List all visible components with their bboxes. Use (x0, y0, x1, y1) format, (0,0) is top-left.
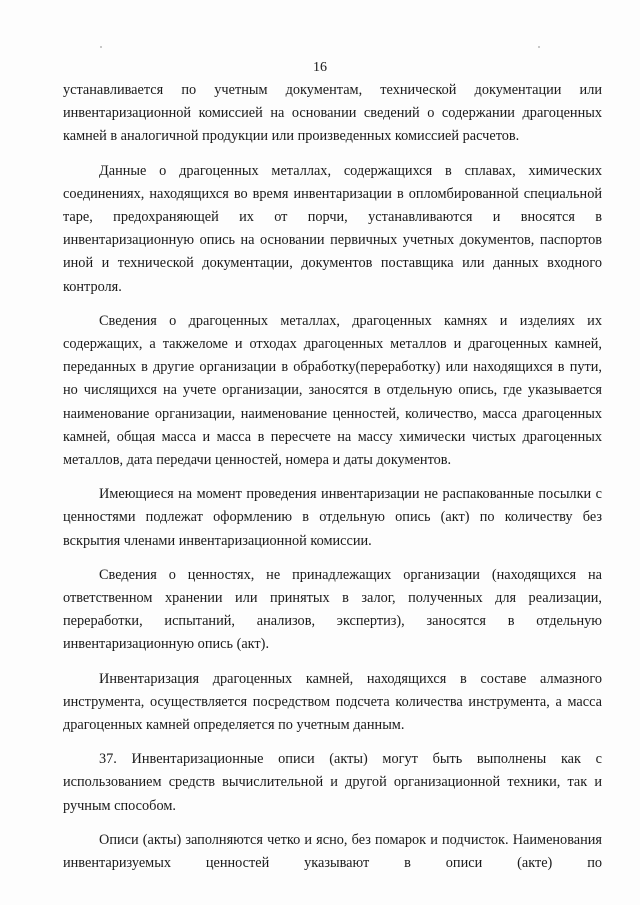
page-number: 16 (313, 60, 327, 75)
paragraph: устанавливается по учетным документам, технической документации или инвентаризационной комиссией на основании сведений о содержании драгоценных камней в аналогичной продукции или произведенных комиссией расчетов. (63, 82, 602, 145)
paragraph: 37. Инвентаризационные описи (акты) могут быть выполнены как с использованием средств вычислительной и другой организационной техники, так и ручным способом. (63, 751, 602, 814)
scan-speck (100, 46, 102, 48)
paragraph: Описи (акты) заполняются четко и ясно, без помарок и подчисток. Наименования инвентаризуемых ценностей указывают в описи (акте) по (63, 831, 602, 872)
scan-speck (538, 46, 540, 48)
paragraph: Имеющиеся на момент проведения инвентаризации не распакованные посылки с ценностями подлежат оформлению в отдельную опись (акт) по количеству без вскрытия членами инвентаризационной комиссии. (63, 486, 602, 549)
paragraph: Инвентаризация драгоценных камней, находящихся в составе алмазного инструмента, осуществляется посредством подсчета количества инструмента, а масса драгоценных камней определяется по учетным данным. (63, 670, 602, 734)
paragraph: Данные о драгоценных металлах, содержащихся в сплавах, химических соединениях, находящихся во время инвентаризации в опломбированной специальной таре, предохраняющей их от порчи, устанавливаются и вносятся в инвентаризационную опись на основании первичных учетных документов, паспортов иной и технической документации, документов поставщика или данных входного контроля. (63, 162, 602, 295)
document-body (63, 79, 602, 875)
paragraph: Сведения о ценностях, не принадлежащих организации (находящихся на ответственном хранении или принятых в залог, полученных для реализации, переработки, испытаний, анализов, экспертиз), заносятся в отдельную инвентаризационную опись (акт). (63, 566, 602, 653)
paragraph: Сведения о драгоценных металлах, драгоценных камнях и изделиях их содержащих, а такжеломе и отходах драгоценных металлов и драгоценных камней, переданных в другие организации в обработку(переработку) или находящихся в пути, но числящихся на учете организации, заносятся в отдельную опись, где указывается наименование организации, наименование ценностей, количество, масса драгоценных камней, общая масса и масса в пересчете на массу химически чистых драгоценных металлов, дата передачи ценностей, номера и даты документов. (63, 312, 602, 469)
